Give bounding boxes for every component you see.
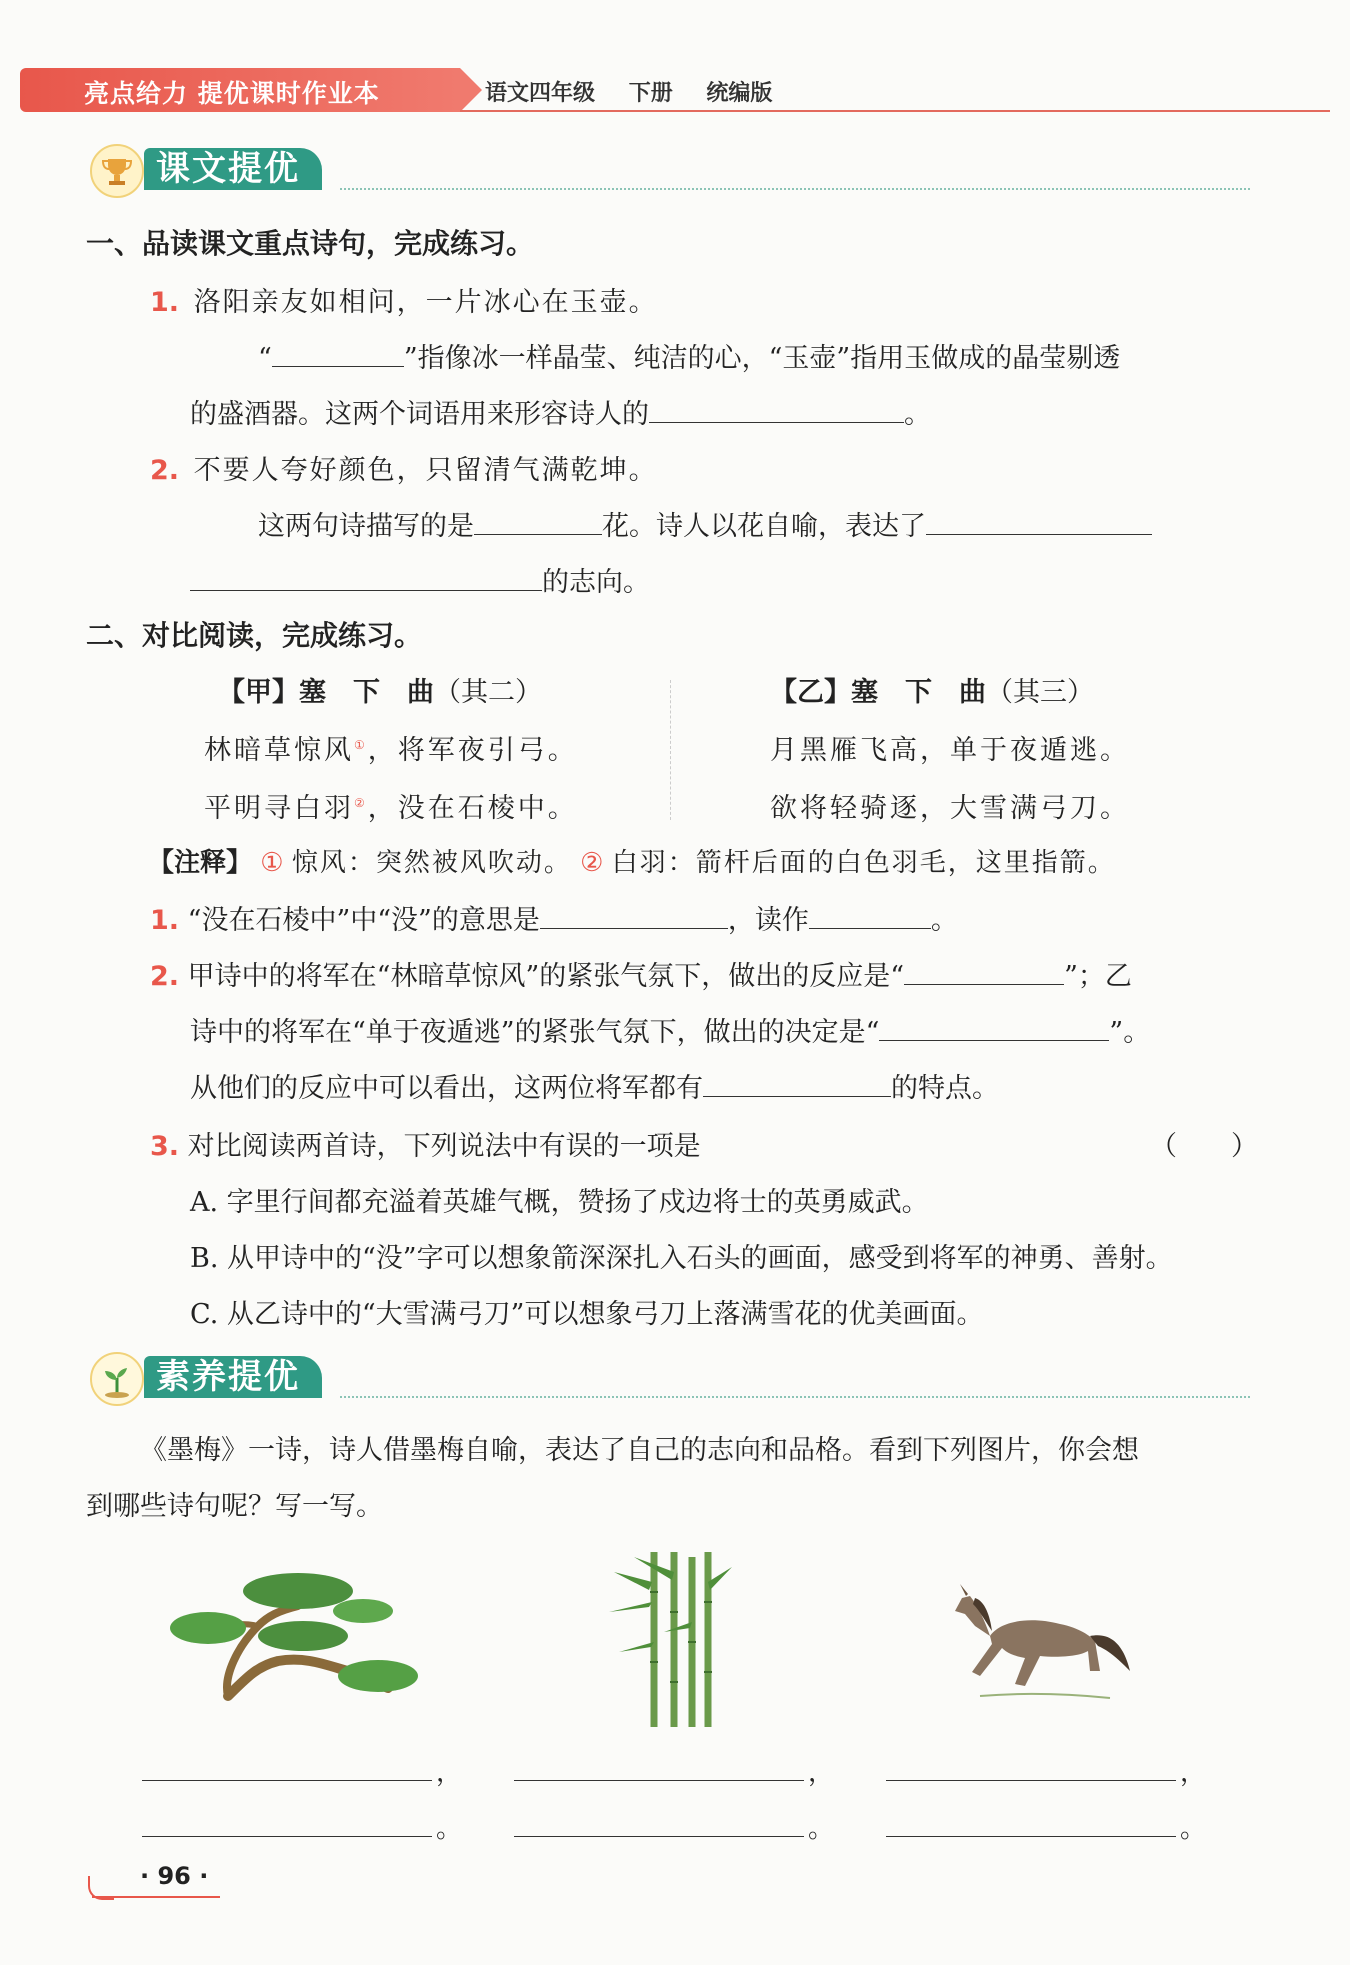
answer-paren[interactable]: （ ） — [1150, 1131, 1258, 1162]
option-c: C. 从乙诗中的“大雪满弓刀”可以想象弓刀上落满雪花的优美画面。 — [190, 1299, 984, 1330]
question-heading-2: 二、对比阅读，完成练习。 — [86, 619, 423, 652]
header-divider — [460, 110, 1330, 112]
question-number: 2. — [150, 455, 180, 486]
horse-picture — [940, 1576, 1140, 1710]
comma: ， — [436, 1758, 463, 1788]
answer-blank[interactable] — [649, 395, 904, 423]
question-number: 1. — [150, 287, 180, 318]
question-1-1-line2: 的盛酒器。这两个词语用来形容诗人的 。 — [190, 392, 931, 431]
poem-a-line1: 林暗草惊风①，将军夜引弓。 — [204, 735, 578, 766]
banner-dotted-line — [340, 1396, 1250, 1398]
option-b: B. 从甲诗中的“没”字可以想象箭深深扎入石头的画面，感受到将军的神勇、善射。 — [190, 1243, 1173, 1274]
answer-blank[interactable] — [190, 563, 542, 591]
header-info — [485, 76, 798, 107]
literacy-text-2: 到哪些诗句呢？写一写。 — [86, 1491, 383, 1522]
poem-line: 洛阳亲友如相问，一片冰心在玉壶。 — [193, 287, 658, 318]
poem-b-line2: 欲将轻骑逐，大雪满弓刀。 — [770, 793, 1130, 824]
question-2-2-line2: 诗中的将军在“单于夜遁逃”的紧张气氛下，做出的决定是“ ”。 — [190, 1010, 1150, 1049]
notes: 【注释】 ① 惊风：突然被风吹动。 ② 白羽：箭杆后面的白色羽毛，这里指箭。 — [148, 848, 1116, 878]
answer-line[interactable] — [514, 1836, 804, 1837]
poem-a-line2: 平明寻白羽②，没在石棱中。 — [204, 793, 578, 824]
page-header — [20, 68, 1330, 112]
question-1-1 — [150, 280, 658, 319]
poem-b-line1: 月黑雁飞高，单于夜遁逃。 — [770, 735, 1130, 766]
question-1-2 — [150, 448, 658, 487]
bamboo-picture — [604, 1552, 734, 1731]
option-a: A. 字里行间都充溢着英雄气概，赞扬了戍边将士的英勇威武。 — [190, 1187, 929, 1218]
poem-line: 不要人夸好颜色，只留清气满乾坤。 — [193, 455, 658, 486]
page-number: · 96 · — [140, 1862, 209, 1890]
header-volume: 下册 — [628, 81, 673, 106]
question-1-1-line1: “ ”指像冰一样晶莹、纯洁的心，“玉壶”指用玉做成的晶莹剔透 — [258, 336, 1120, 375]
comma: ， — [1180, 1758, 1207, 1788]
question-heading-1: 一、品读课文重点诗句，完成练习。 — [86, 227, 535, 260]
sprout-icon — [90, 1352, 144, 1406]
poem-divider — [670, 680, 671, 820]
header-edition: 统编版 — [706, 81, 773, 106]
question-1-2-line1: 这两句诗描写的是 花。诗人以花自喻，表达了 — [258, 504, 1152, 543]
header-brand-bar — [20, 68, 460, 112]
question-1-2-line2: 的志向。 — [190, 560, 650, 599]
header-subject: 语文四年级 — [485, 81, 596, 106]
section-banner-title: 素养提优 — [144, 1356, 322, 1398]
header-brand: 亮点给力 提优课时作业本 — [84, 79, 380, 108]
section-banner-title: 课文提优 — [144, 148, 322, 190]
answer-line[interactable] — [514, 1780, 804, 1781]
answer-blank[interactable] — [540, 901, 728, 929]
pine-tree-picture — [168, 1566, 428, 1720]
answer-blank[interactable] — [474, 507, 602, 535]
answer-line[interactable] — [886, 1780, 1176, 1781]
period: 。 — [436, 1814, 463, 1844]
answer-blank[interactable] — [926, 507, 1152, 535]
answer-line[interactable] — [142, 1836, 432, 1837]
banner-dotted-line — [340, 188, 1250, 190]
comma: ， — [808, 1758, 835, 1788]
period: 。 — [1180, 1814, 1207, 1844]
period: 。 — [808, 1814, 835, 1844]
answer-line[interactable] — [886, 1836, 1176, 1837]
answer-blank[interactable] — [272, 339, 404, 367]
answer-line[interactable] — [142, 1780, 432, 1781]
answer-blank[interactable] — [879, 1013, 1109, 1041]
answer-blank[interactable] — [904, 957, 1064, 985]
question-2-1: 1. “没在石棱中”中“没”的意思是 ，读作 。 — [150, 898, 958, 937]
question-2-2-line3: 从他们的反应中可以看出，这两位将军都有 的特点。 — [190, 1066, 999, 1105]
question-2-3: 3. 对比阅读两首诗，下列说法中有误的一项是 — [150, 1131, 701, 1162]
question-2-2-line1: 2. 甲诗中的将军在“林暗草惊风”的紧张气氛下，做出的反应是“ ”；乙 — [150, 954, 1132, 993]
page-number-underline — [92, 1896, 220, 1898]
answer-blank[interactable] — [809, 901, 931, 929]
poem-b-title: 【乙】塞 下 曲（其三） — [770, 677, 1094, 708]
trophy-icon — [90, 144, 144, 198]
section-banner-literacy — [90, 1354, 1250, 1400]
section-banner-lesson — [90, 146, 1250, 192]
literacy-text-1: 《墨梅》一诗，诗人借墨梅自喻，表达了自己的志向和品格。看到下列图片，你会想 — [140, 1435, 1139, 1466]
poem-a-title: 【甲】塞 下 曲（其二） — [218, 677, 542, 708]
answer-blank[interactable] — [703, 1069, 891, 1097]
